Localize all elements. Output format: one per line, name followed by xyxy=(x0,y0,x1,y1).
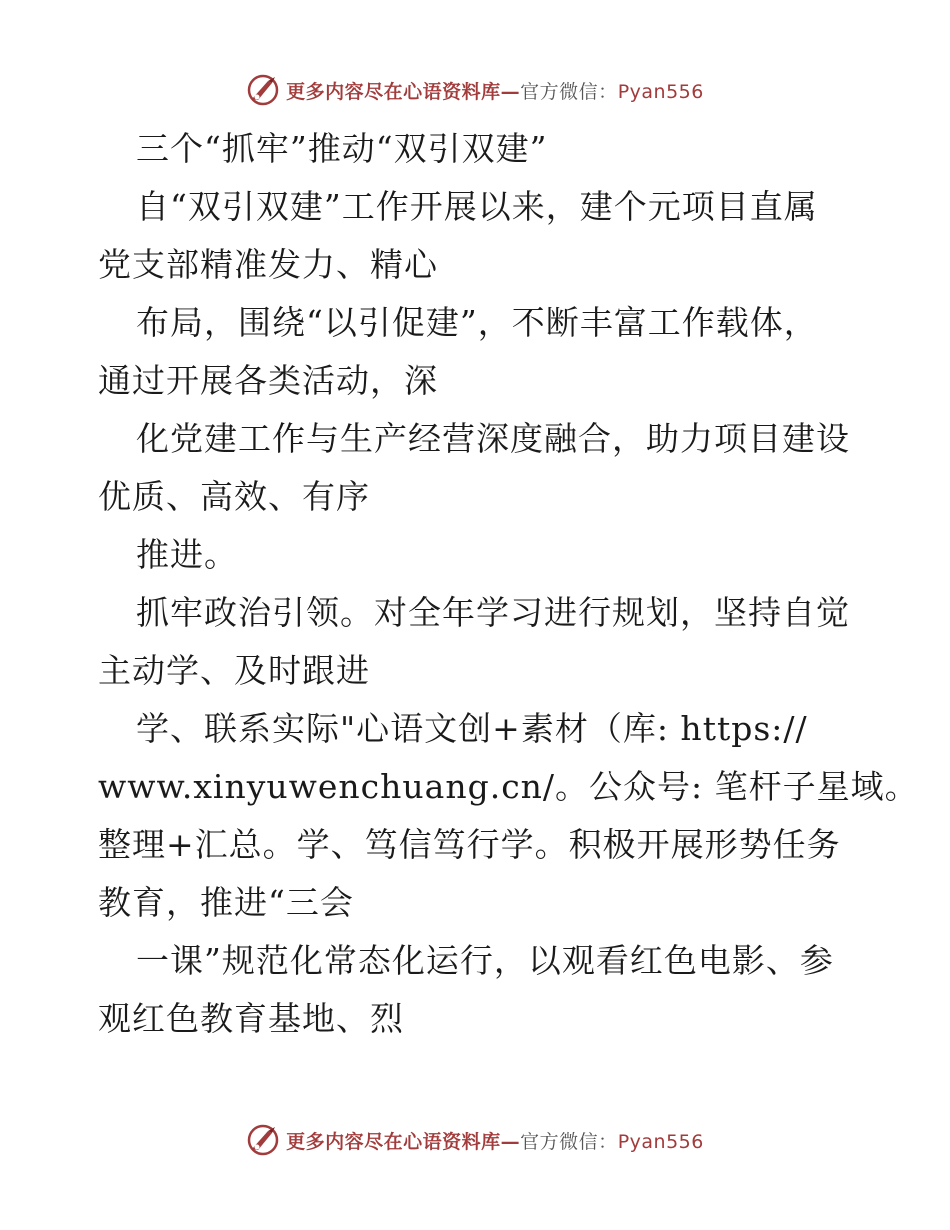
paragraph-line: 化党建工作与生产经营深度融合，助力项目建设 xyxy=(136,419,850,458)
paragraph-line: 通过开展各类活动，深 xyxy=(98,361,438,400)
document-body xyxy=(98,120,919,1048)
banner-separator: — xyxy=(500,1130,521,1153)
paragraph-line: 抓牢政治引领。对全年学习进行规划，坚持自觉 xyxy=(136,593,850,632)
quill-logo-icon xyxy=(246,73,280,107)
paragraph-line: www.xinyuwenchuang.cn/。公众号: 笔杆子星域。 xyxy=(98,767,919,806)
paragraph-line: 党支部精准发力、精心 xyxy=(98,245,438,284)
banner-main-text: 更多内容尽在心语资料库 xyxy=(286,1130,501,1153)
paragraph-line: 学、联系实际"心语文创+素材（库: https:// xyxy=(136,709,808,748)
banner-main-text: 更多内容尽在心语资料库 xyxy=(286,80,501,103)
banner-text xyxy=(286,77,704,104)
paragraph-line: 整理+汇总。学、笃信笃行学。积极开展形势任务 xyxy=(98,825,841,864)
banner-wechat-id: Pyan556 xyxy=(617,1130,704,1153)
header-banner xyxy=(0,70,950,110)
document-title: 三个“抓牢”推动“双引双建” xyxy=(136,129,548,168)
footer-banner xyxy=(0,1120,950,1160)
banner-wechat-label: 官方微信： xyxy=(520,1130,618,1153)
paragraph-line: 布局，围绕“以引促建”，不断丰富工作载体， xyxy=(136,303,818,342)
banner-wechat-id: Pyan556 xyxy=(617,80,704,103)
quill-logo-icon xyxy=(246,1123,280,1157)
banner-separator: — xyxy=(500,80,521,103)
paragraph-line: 教育，推进“三会 xyxy=(98,883,354,922)
paragraph-line: 观红色教育基地、烈 xyxy=(98,999,404,1038)
paragraph-line: 主动学、及时跟进 xyxy=(98,651,370,690)
paragraph-line: 优质、高效、有序 xyxy=(98,477,370,516)
paragraph-line: 推进。 xyxy=(136,535,238,574)
paragraph-line: 自“双引双建”工作开展以来，建个元项目直属 xyxy=(136,187,818,226)
banner-text xyxy=(286,1127,704,1154)
banner-wechat-label: 官方微信： xyxy=(520,80,618,103)
paragraph-line: 一课”规范化常态化运行，以观看红色电影、参 xyxy=(136,941,834,980)
